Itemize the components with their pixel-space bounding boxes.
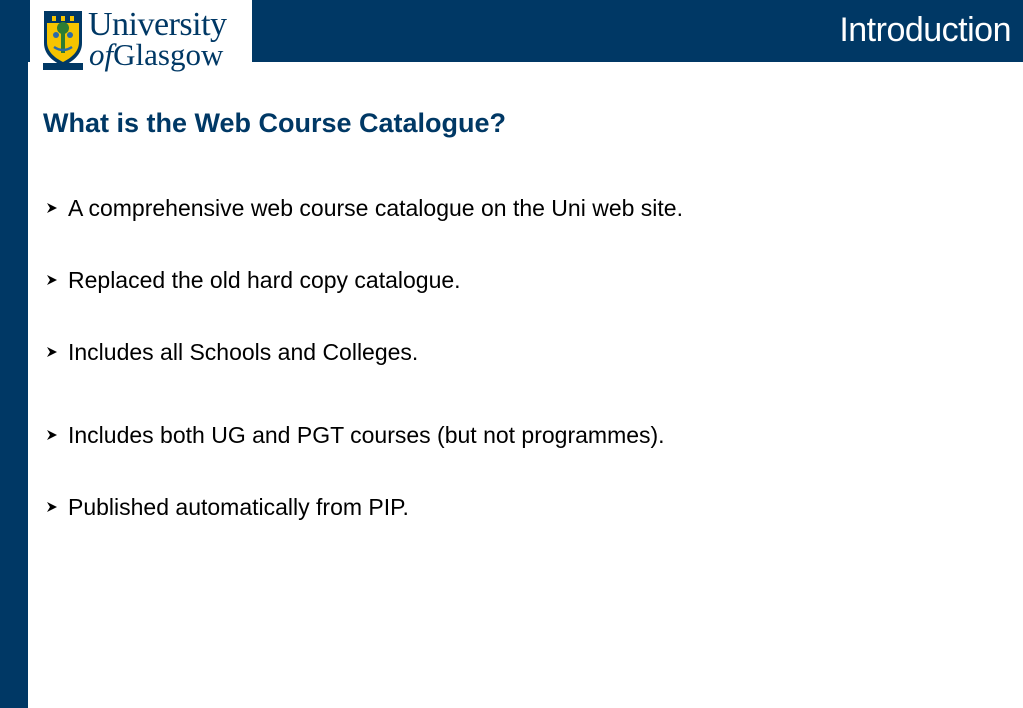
bullet-text: Includes both UG and PGT courses (but not programmes). xyxy=(68,422,665,448)
section-title: Introduction xyxy=(839,11,1011,49)
arrowhead-bullet-icon xyxy=(46,346,58,358)
bullet-item xyxy=(46,492,409,522)
arrowhead-bullet-icon xyxy=(46,274,58,286)
bullet-text: Published automatically from PIP. xyxy=(68,494,409,520)
bullet-text: A comprehensive web course catalogue on the Uni web site. xyxy=(68,195,683,221)
bullet-item xyxy=(46,265,461,295)
bullet-text: Replaced the old hard copy catalogue. xyxy=(68,267,461,293)
wordmark-glasgow: Glasgow xyxy=(113,37,224,72)
wordmark-of: of xyxy=(89,37,114,72)
arrowhead-bullet-icon xyxy=(46,501,58,513)
bullet-item xyxy=(46,193,683,223)
bullet-item xyxy=(46,337,418,367)
arrowhead-bullet-icon xyxy=(46,202,58,214)
bullet-text: Includes all Schools and Colleges. xyxy=(68,339,419,365)
wordmark-line1: University xyxy=(88,6,227,43)
slide-heading: What is the Web Course Catalogue? xyxy=(43,108,507,138)
bullet-item xyxy=(46,420,665,450)
arrowhead-bullet-icon xyxy=(46,429,58,441)
